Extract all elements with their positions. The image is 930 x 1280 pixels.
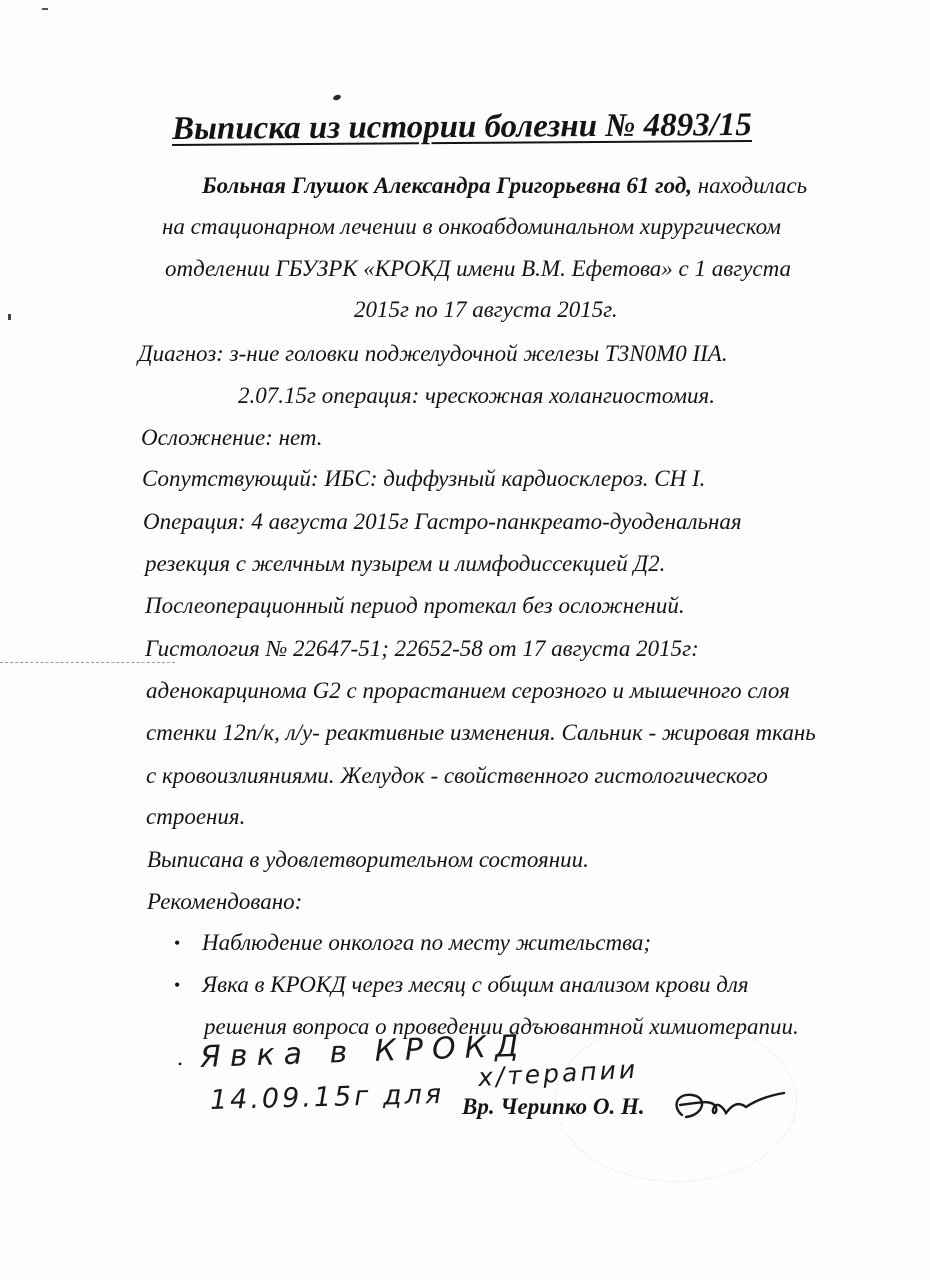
bullet: • (174, 975, 181, 995)
complication: Осложнение: нет. (141, 425, 323, 450)
doctor-name: Вр. Черипко О. Н. (462, 1094, 645, 1119)
ink-speck (332, 94, 341, 101)
postop: Послеоперационный период протекал без осложнений. (145, 593, 685, 618)
handwritten-line-3: х/терапии (477, 1054, 639, 1092)
recommendation-2: Явка в КРОКД через месяц с общим анализом крови для (202, 972, 749, 997)
concomitant: Сопутствующий: ИБС: диффузный кардиосклероз. СН I. (142, 466, 706, 491)
histology-line-5: строения. (146, 804, 246, 829)
patient-line-4: 2015г по 17 августа 2015г. (354, 297, 618, 322)
patient-name-rest: находилась (692, 173, 808, 198)
bullet: • (174, 933, 181, 953)
patient-line-3: отделении ГБУЗРК «КРОКД имени В.М. Ефетова» с 1 августа (165, 256, 792, 281)
operation-2-line-2: резекция с желчным пузырем и лимфодиссекцией Д2. (145, 551, 666, 576)
patient-name: Больная Глушок Александра Григорьевна 61 год, (202, 173, 692, 198)
histology-line-2: аденокарцинома G2 с прорастанием серозного и мышечного слоя (146, 678, 790, 703)
operation-1: 2.07.15г операция: чрескожная холангиостомия. (238, 383, 715, 408)
handwritten-line-2: 14.09.15г для (209, 1078, 445, 1116)
diagnosis: Диагноз: з-ние головки поджелудочной железы T3N0M0 IIA. (138, 341, 728, 366)
ink-speck (8, 314, 11, 320)
histology-line-4: с кровоизлияниями. Желудок - свойственного гистологического (146, 763, 768, 788)
histology-line-3: стенки 12п/к, л/у- реактивные изменения. Сальник - жировая ткань (146, 720, 816, 745)
bullet: • (178, 1057, 183, 1071)
recommended-label: Рекомендовано: (147, 889, 303, 914)
recommendation-3: решения вопроса о проведении адъювантной химиотерапии. (204, 1014, 799, 1039)
operation-2-line-1: Операция: 4 августа 2015г Гастро-панкреато-дуоденальная (143, 509, 742, 534)
ink-speck (42, 8, 48, 10)
discharge-status: Выписана в удовлетворительном состоянии. (147, 847, 589, 872)
handwritten-line-1: Явка в КРОКД (199, 1028, 528, 1075)
patient-line (202, 172, 807, 200)
patient-line-2: на стационарном лечении в онкоабдоминальном хирургическом (162, 214, 781, 239)
signature (668, 1085, 788, 1130)
document-title: Выписка из истории болезни № 4893/15 (171, 106, 752, 147)
recommendation-1: Наблюдение онколога по месту жительства; (202, 930, 652, 955)
histology-line-1: Гистология № 22647-51; 22652-58 от 17 августа 2015г: (145, 636, 699, 661)
